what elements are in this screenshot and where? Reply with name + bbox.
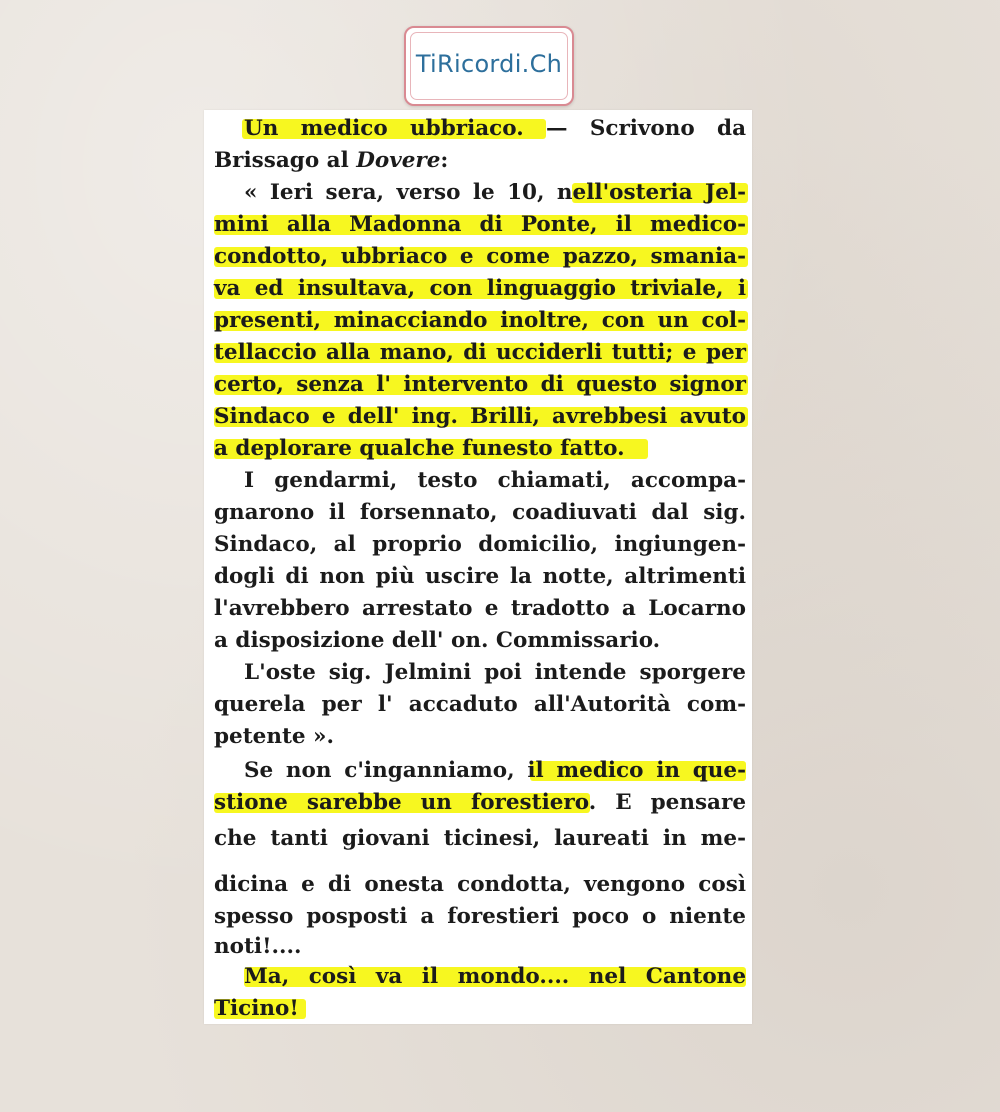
article-line: Sindaco e dell' ing. Brilli, avrebbesi avuto (214, 404, 746, 429)
logo-text: TiRicordi.Ch (415, 50, 563, 78)
article-line: presenti, minacciando inoltre, con un col- (214, 308, 746, 333)
article-line: Se non c'inganniamo, il medico in que- (244, 758, 746, 783)
article-line: Brissago al Dovere: (214, 148, 449, 173)
article-line: mini alla Madonna di Ponte, il medico- (214, 212, 746, 237)
article-line: querela per l' accaduto all'Autorità com- (214, 692, 746, 717)
article-line: a deplorare qualche funesto fatto. (214, 436, 625, 461)
article-line: va ed insultava, con linguaggio triviale, i (214, 276, 746, 301)
newspaper-name: Dovere (356, 148, 441, 173)
article-line: Un medico ubbriaco. — Scrivono da (244, 116, 747, 141)
article-line: gnarono il forsennato, coadiuvati dal sig. (214, 500, 746, 525)
article-line: stione sarebbe un forestiero. E pensare (214, 790, 746, 815)
article-line: L'oste sig. Jelmini poi intende sporgere (244, 660, 746, 685)
article-line: Sindaco, al proprio domicilio, ingiungen- (214, 532, 746, 557)
article-line: « Ieri sera, verso le 10, nell'osteria Jel- (244, 180, 746, 205)
article-line: a disposizione dell' on. Commissario. (214, 628, 661, 653)
article-line: Ma, così va il mondo.... nel Cantone (244, 964, 746, 989)
article-line: I gendarmi, testo chiamati, accompa- (244, 468, 746, 493)
article-line: certo, senza l' intervento di questo signor (214, 372, 746, 397)
article-line: noti!.... (214, 934, 302, 959)
article-line: che tanti giovani ticinesi, laureati in me- (214, 826, 746, 851)
article-line: petente ». (214, 724, 334, 749)
article-line: dicina e di onesta condotta, vengono così (214, 872, 746, 897)
article-line: Ticino! (214, 996, 299, 1021)
article-line: l'avrebbero arrestato e tradotto a Locarno (214, 596, 746, 621)
article-line: tellaccio alla mano, di ucciderli tutti; e per (214, 340, 746, 365)
article-line: condotto, ubbriaco e come pazzo, smania- (214, 244, 746, 269)
site-logo (404, 26, 574, 106)
article-line: dogli di non più uscire la notte, altrimenti (214, 564, 746, 589)
article-title: Un medico ubbriaco (244, 116, 517, 141)
article-line: spesso posposti a forestieri poco o niente (214, 904, 746, 929)
